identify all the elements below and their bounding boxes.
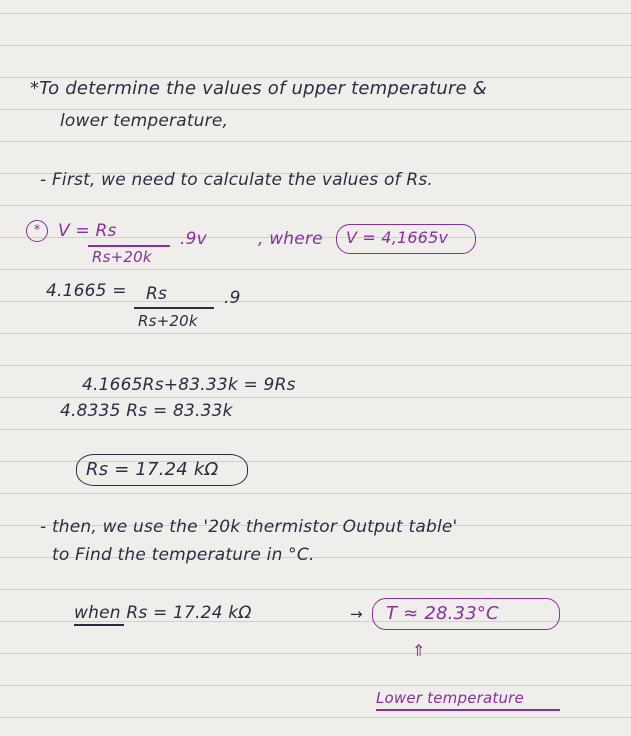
step-2-line-2: to Find the temperature in °C. [52,545,315,565]
formula-denominator: Rs+20k [92,248,152,266]
substitution-lhs: 4.1665 = [46,281,127,301]
rs-result: Rs = 17.24 kΩ [86,459,219,480]
right-arrow-icon: → [350,605,363,623]
algebra-line-1: 4.1665Rs+83.33k = 9Rs [82,375,296,395]
step-1-text: - First, we need to calculate the values of Rs. [40,170,434,190]
final-prefix-underline [74,624,124,626]
formula-multiplier: .9v [180,229,207,249]
up-arrow-icon: ⇑ [412,641,426,660]
substitution-numerator: Rs [146,284,168,304]
formula-where-label: , where [258,229,323,249]
algebra-line-2: 4.8335 Rs = 83.33k [60,401,233,421]
heading-line-1: *To determine the values of upper temperature & [30,78,488,99]
final-prefix: when Rs = 17.24 kΩ [74,603,252,623]
star-circle-icon: * [26,220,48,242]
formula-numerator: V = Rs [58,221,117,241]
heading-line-2: lower temperature, [60,111,229,131]
substitution-fraction-bar [134,307,214,309]
substitution-multiplier: .9 [224,288,241,308]
temperature-result: T ≈ 28.33°C [386,603,499,624]
substitution-denominator: Rs+20k [138,312,198,330]
lower-temperature-note: Lower temperature [376,689,524,707]
note-underline [376,709,560,711]
where-value: V = 4,1665v [346,228,449,247]
step-2-line-1: - then, we use the '20k thermistor Output table' [40,517,458,537]
formula-fraction-bar [88,245,170,247]
